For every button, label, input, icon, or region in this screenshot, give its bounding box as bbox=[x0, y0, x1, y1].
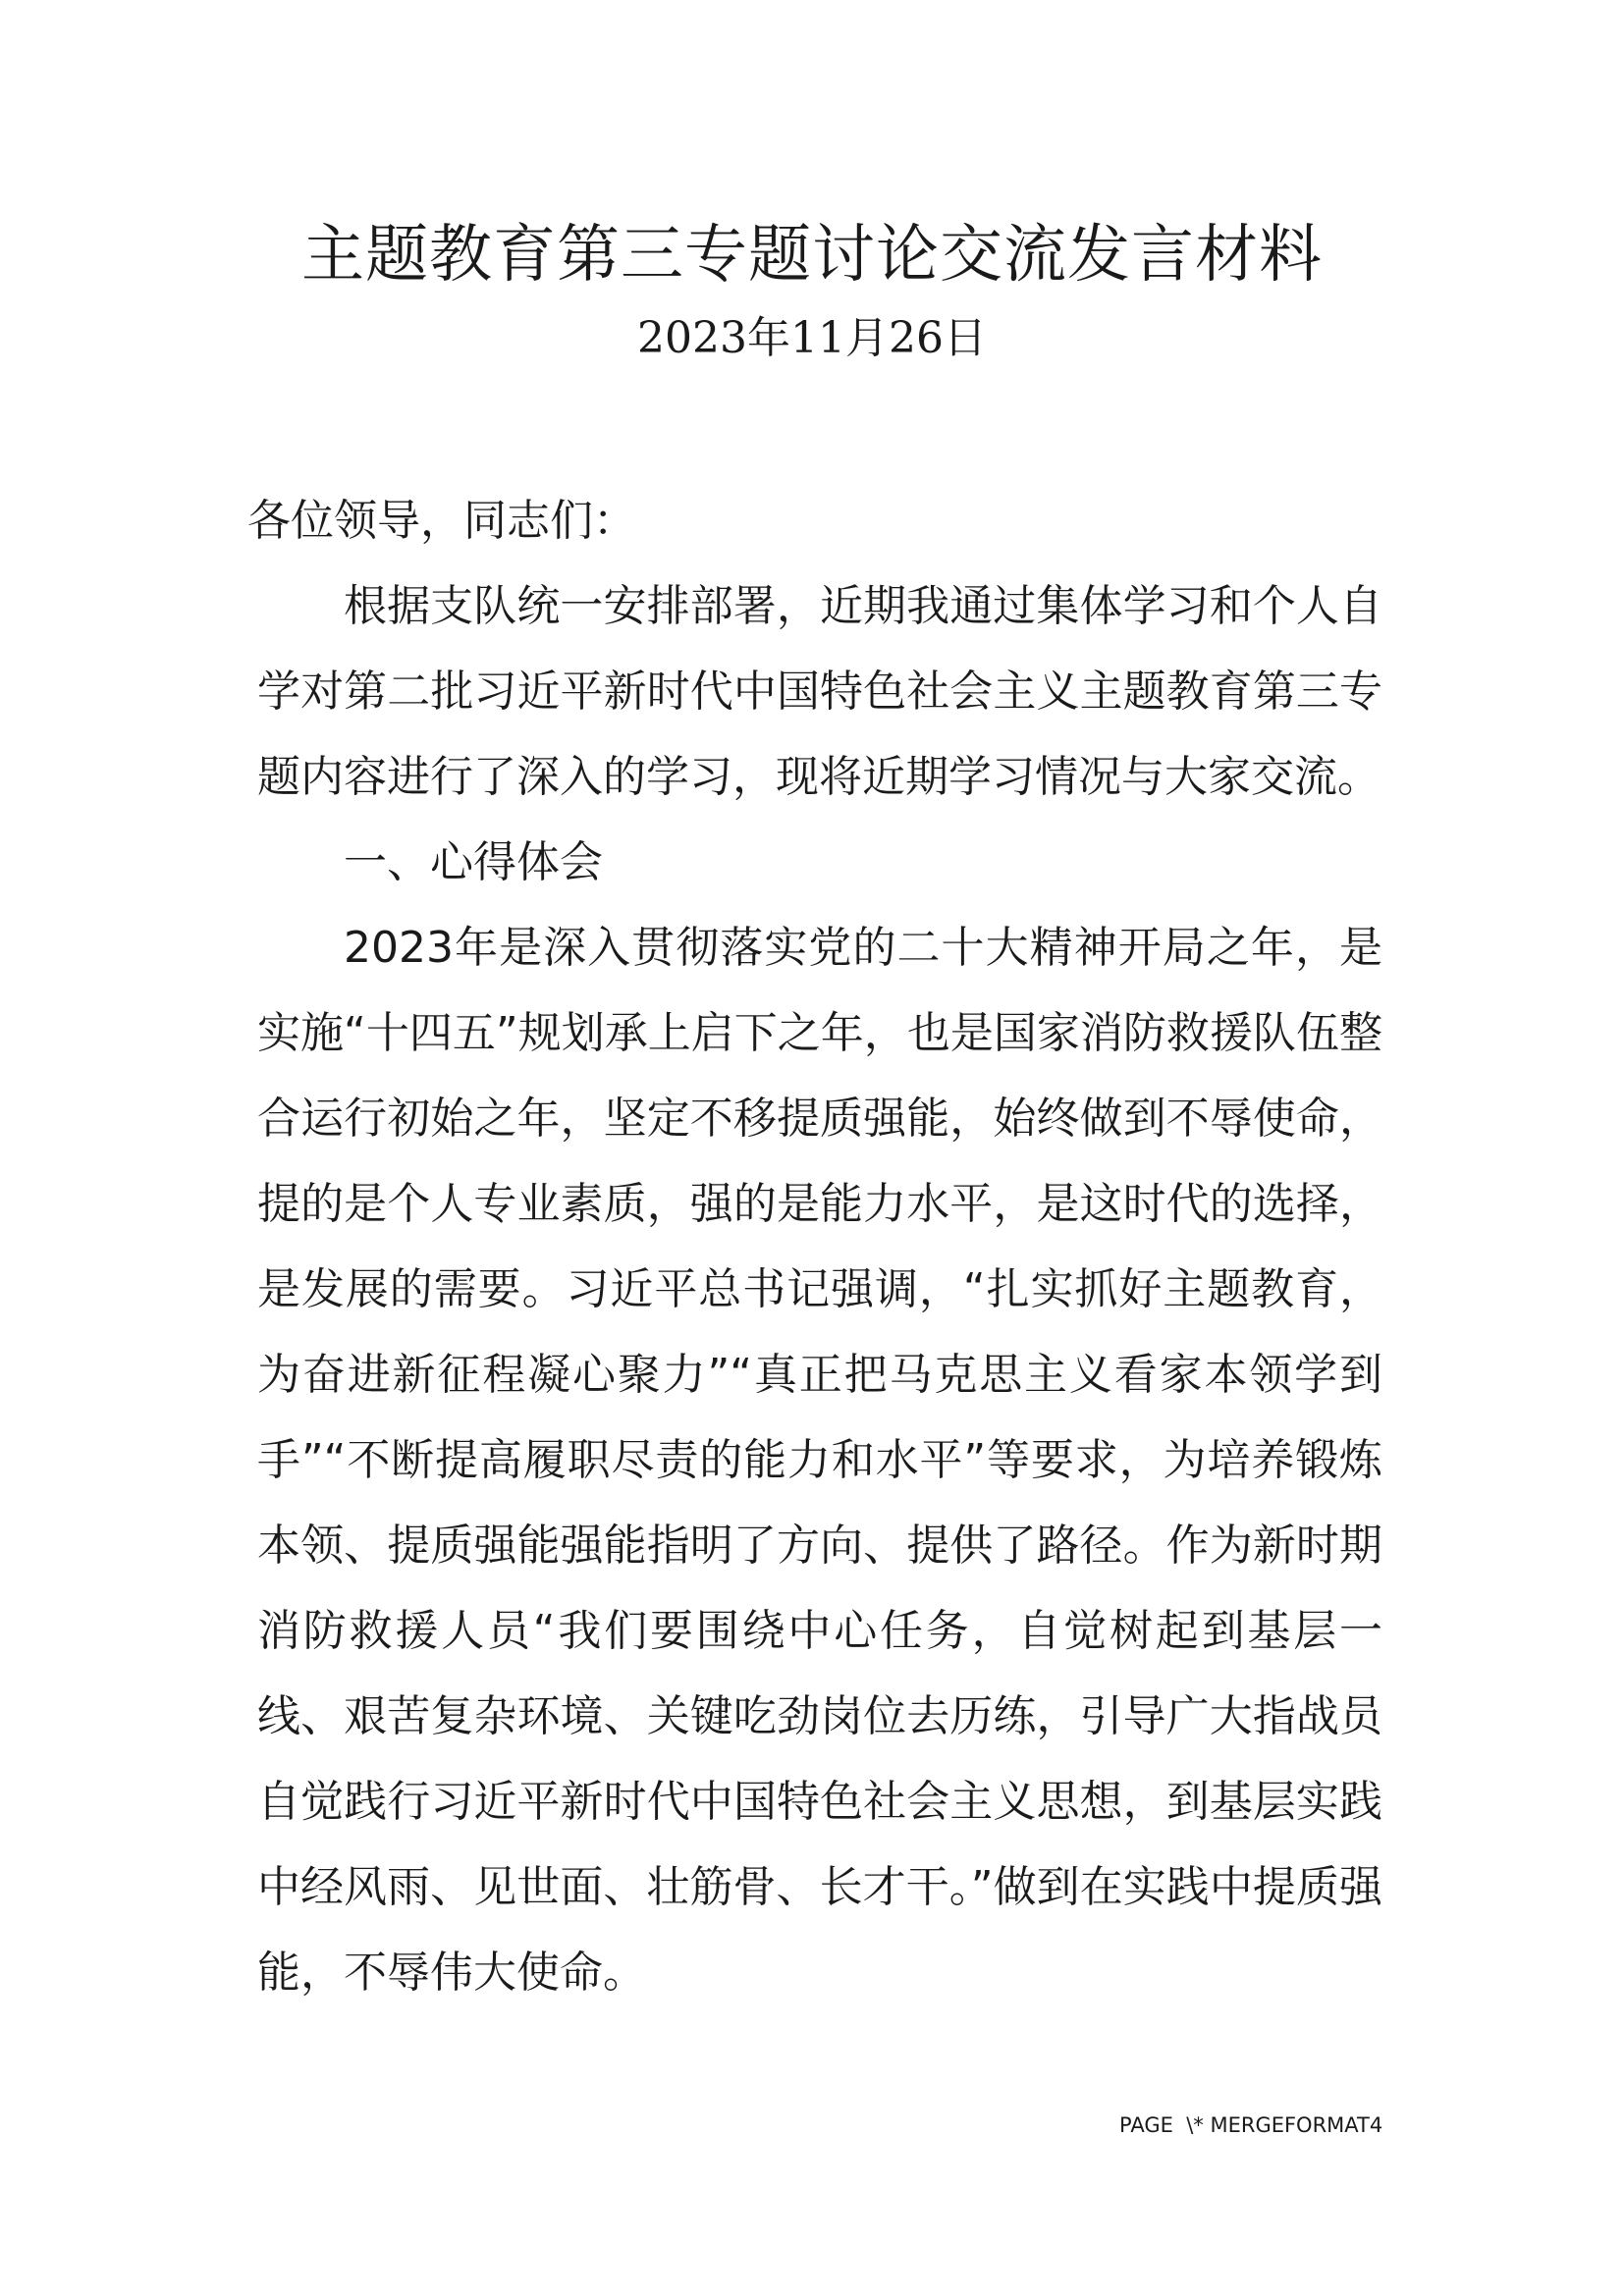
salutation: 各位领导，同志们： bbox=[247, 496, 636, 546]
paragraph-body: 2023年是深入贯彻落实党的二十大精神开局之年，是实施“十四五”规划承上启下之年，也是国家消防救援队伍整合运行初始之年，坚定不移提质强能，始终做到不辱使命，提的是个人专业素质，强的是能力水平，是这时代的选择，是发展的需要。习近平总书记强调，“扎实抓好主题教育，为奋进新征程凝心聚力”“真正把马克思主义看家本领学到手”“不断提高履职尽责的能力和水平”等要求，为培养锻炼本领、提质强能强能指明了方向、提供了路径。作为新时期消防救援人员“我们要围绕中心任务，自觉树起到基层一线、艰苦复杂环境、关键吃劲岗位去历练，引导广大指战员自觉践行习近平新时代中国特色社会主义思想，到基层实践中经风雨、见世面、壮筋骨、长才干。”做到在实践中提质强能，不辱伟大使命。 bbox=[257, 923, 1382, 1998]
document-body bbox=[247, 478, 1382, 2015]
page-footer-field: PAGE \* MERGEFORMAT4 bbox=[1119, 2113, 1383, 2137]
document-date: 2023年11月26日 bbox=[637, 313, 987, 363]
section-heading: 一、心得体会 bbox=[344, 837, 603, 887]
paragraph-intro: 根据支队统一安排部署，近期我通过集体学习和个人自学对第二批习近平新时代中国特色社会主义主题教育第三专题内容进行了深入的学习，现将近期学习情况与大家交流。 bbox=[257, 581, 1382, 802]
page-title: 主题教育第三专题讨论交流发言材料 bbox=[301, 219, 1323, 292]
